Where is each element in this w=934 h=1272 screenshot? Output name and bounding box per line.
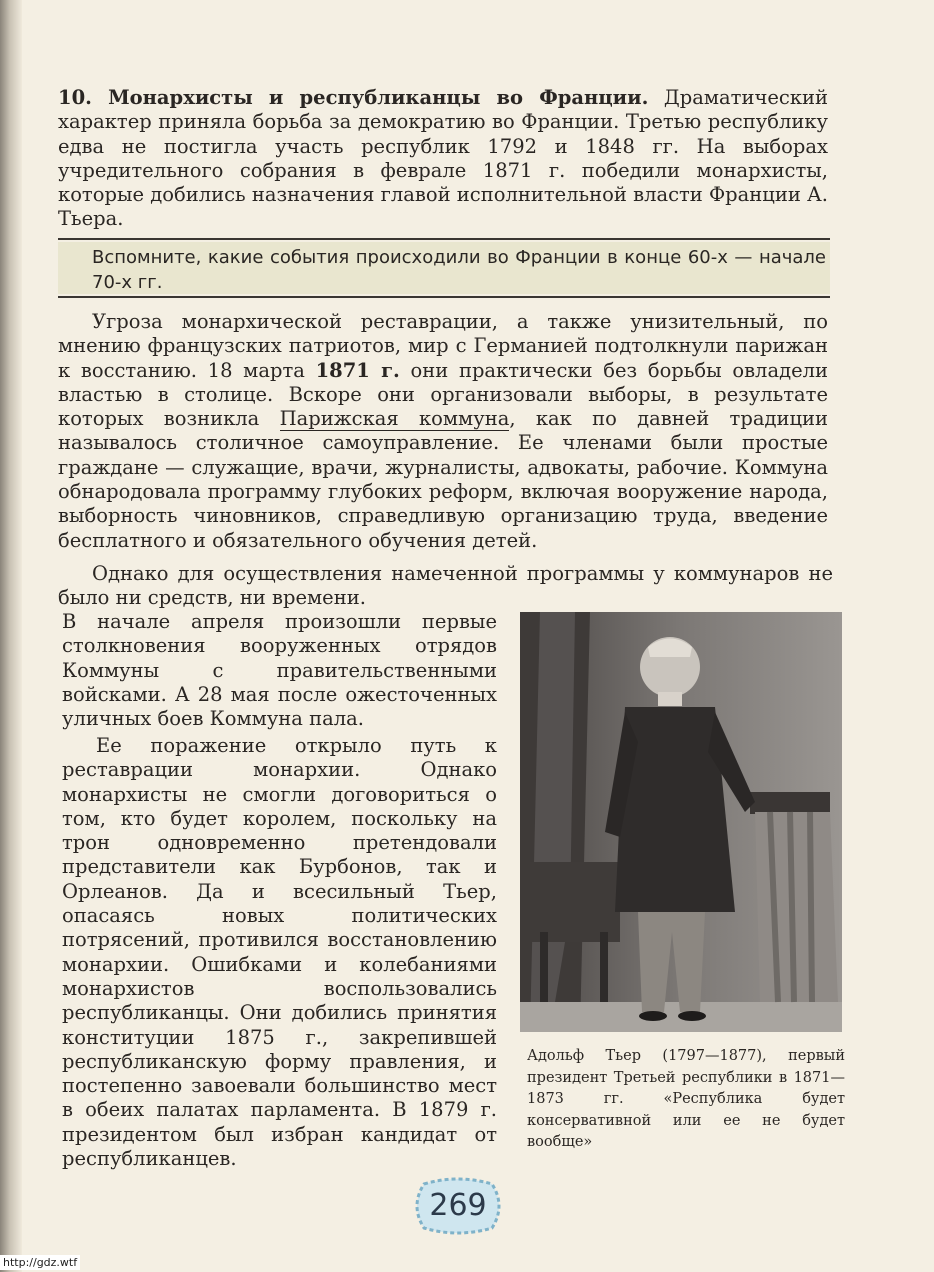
section-intro-text: Драматический характер приняла борьба за демократию во Франции. Третью республику едва не постигла участь республик 1792 и 1848 гг. На выборах учредительного собрания в феврале 1871 г. победили монархисты, которые добились назначения главой исполнительной власти Франции А. Тьера.: [58, 86, 828, 231]
watermark-link[interactable]: http://gdz.wtf: [0, 1255, 80, 1270]
paragraph-text: они практически без борьбы овладели властью в столице. Вскоре они организовали выборы, в результате которых возникла: [58, 358, 829, 431]
page-number: 269: [429, 1188, 487, 1223]
portrait-photo-thiers: [520, 612, 842, 1032]
photo-caption: Адольф Тьер (1797—1877), первый президент Третьей республики в 1871—1873 гг. «Республика будет консервативной или ее не будет вообще»: [527, 1048, 845, 1150]
paragraph-commune: [58, 310, 828, 553]
recall-box-top-rule: [58, 238, 830, 240]
section-intro-paragraph: [58, 86, 828, 232]
paragraph-no-means: Однако для осуществления намеченной программы у коммунаров не было ни средств, ни времени.: [58, 562, 833, 610]
book-spine-shadow: [0, 0, 22, 1272]
paragraph-restoration: Ее поражение открыло путь к реставрации монархии. Однако монархисты не смогли договориться о том, кто будет королем, поскольку на трон одновременно претендовали представители как Бурбонов, так и Орлеанов. Да и всесильный Тьер, опасаясь новых политических потрясений, противился восстановлению монархии. Ошибками и колебаниями монархистов воспользовались республиканцы. Они добились принятия конституции 1875 г., закрепившей республиканскую форму правления, и постепенно завоевали большинство мест в обеих палатах парламента. В 1879 г. президентом был избран кандидат от республиканцев.: [62, 734, 497, 1171]
key-term-paris-commune: Парижская коммуна: [279, 407, 510, 431]
page-number-badge: [410, 1176, 506, 1236]
date-bold: 1871 г.: [315, 358, 400, 382]
paragraph-text: , как по давней традиции называлось столичное самоуправление. Ее членами были простые граждане — служащие, врачи, журналисты, адвокаты, рабочие. Коммуна обнародовала программу глубоких реформ, включая вооружение народа, выборность чиновников, справедливую организацию труда, введение бесплатного и обязательного обучения детей.: [58, 407, 828, 552]
recall-box-bottom-rule: [58, 296, 830, 298]
paragraph-text: Угроза монархической реставрации, а также унизительный, по мнению французских патриотов, мир с Германией подтолкнули парижан к восстанию. 18 марта: [58, 310, 828, 382]
section-heading: 10. Монархисты и республиканцы во Франции.: [58, 86, 649, 109]
recall-box-text: Вспомните, какие события происходили во Франции в конце 60-х — начале 70-х гг.: [92, 247, 826, 293]
paragraph-clashes: В начале апреля произошли первые столкновения вооруженных отрядов Коммуны с правительственными войсками. А 28 мая после ожесточенных уличных боев Коммуна пала.: [62, 610, 497, 731]
